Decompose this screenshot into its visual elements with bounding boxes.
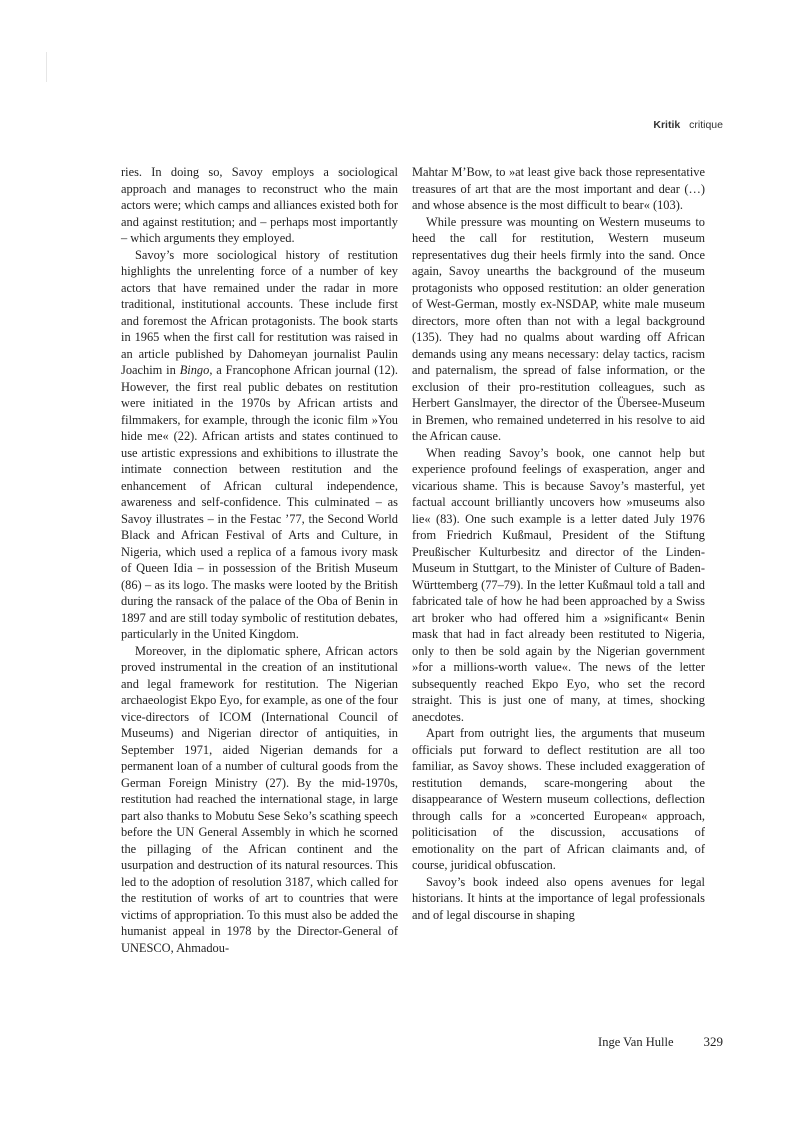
journal-title: Bingo — [179, 363, 210, 377]
subsection-label: critique — [689, 119, 723, 131]
running-header — [653, 119, 723, 131]
paragraph: Apart from outright lies, the arguments that museum officials put forward to deflect restitution are all too familiar, as Savoy shows. These included exaggeration of restitution demands, scare-mongering about the disappearance of Western museum collections, deflection through calls for a »concerted European« approach, politicisation of the discussion, accusations of emotionality on the part of African claimants and, of course, juridical obfuscation. — [412, 726, 705, 872]
left-column — [121, 164, 398, 956]
paragraph: Moreover, in the diplomatic sphere, African actors proved instrumental in the creation of an institutional and legal framework for restitution. The Nigerian archaeologist Ekpo Eyo, for example, as one of the four vice-directors of ICOM (International Council of Museums) and Nigerian director of antiquities, in September 1971, aided Nigerian demands for a permanent loan of a number of cultural goods from the German Foreign Ministry (27). By the mid-1970s, restitution had reached the international stage, in large part also thanks to Mobutu Sese Seko’s scathing speech before the UN General Assembly in which he scorned the pillaging of the African continent and the usurpation and destruction of its natural resources. This led to the adoption of resolution 3187, which called for the restitution of works of art to countries that were victims of appropriation. To this must also be added the humanist appeal in 1978 by the Director-General of UNESCO, Ahmadou- — [121, 643, 398, 955]
page-number: 329 — [703, 1034, 723, 1049]
paragraph: While pressure was mounting on Western museums to heed the call for restitution, Western museum representatives dug their heels firmly into the sand. Once again, Savoy unearths the background of the museum protagonists who opposed restitution: an older generation of West-German, mostly ex-NSDAP, white male museum directors, more often than not with a legal background (135). They had no qualms about warding off African demands using any means necessary: delay tactics, racism and paternalism, the spread of false information, or the exclusion of their pro-restitution colleagues, such as Herbert Ganslmayer, the director of the Übersee-Museum in Bremen, who remained undeterred in his resolve to aid the African cause. — [412, 214, 705, 443]
paragraph: Mahtar M’Bow, to »at least give back those representative treasures of art that are the most important and dear (…) and whose absence is the most difficult to bear« (103). — [412, 165, 705, 212]
footer-author: Inge Van Hulle — [598, 1035, 674, 1049]
paragraph: Savoy’s book indeed also opens avenues for legal historians. It hints at the importance of legal professionals and of legal discourse in shaping — [412, 874, 705, 922]
paragraph: ries. In doing so, Savoy employs a sociological approach and manages to reconstruct who the main actors were; which camps and alliances existed both for and against restitution; and – perhaps most importantly – which arguments they employed. — [121, 165, 398, 245]
section-label: Kritik — [653, 119, 681, 131]
paragraph: Savoy’s more sociological history of restitution highlights the unrelenting force of a number of key actors that have remained under the radar in more traditional, institutional accounts. These include first and foremost the African protagonists. The book starts in 1965 when the first call for restitution was raised in an article published by Dahomeyan journalist Paulin Joachim in Bingo, a Francophone African journal (12). However, the first real public debates on restitution were initiated in the 1970s by African artists and filmmakers, for example, through the iconic film »You hide me« (22). African artists and states continued to use artistic expressions and exhibitions to illustrate the intimate connection between restitution and the enhancement of African cultural independence, awareness and self-confidence. This culminated – as Savoy illustrates – in the Festac ’77, the Second World Black and African Festival of Arts and Culture, in Nigeria, which used a replica of a famous ivory mask of Queen Idia – in possession of the British Museum (86) – as its logo. The masks were looted by the British during the ransack of the palace of the Oba of Benin in 1897 and are still today symbolic of restitution debates, particularly in the United Kingdom. — [121, 247, 398, 641]
right-column — [412, 164, 705, 923]
margin-rule — [46, 52, 47, 82]
paragraph: When reading Savoy’s book, one cannot help but experience profound feelings of exasperation, anger and vicarious shame. This is because Savoy’s masterful, yet factual account brilliantly uncovers how »museums also lie« (83). One such example is a letter dated July 1976 from Friedrich Kußmaul, President of the Stiftung Preußischer Kulturbesitz and director of the Linden-Museum in Stuttgart, to the Minister of Culture of Baden-Württemberg (77–79). In the letter Kußmaul told a tall and fabricated tale of how he had been approached by a Swiss art broker who had offered him a »significant« Benin mask that had in fact already been restituted to Nigeria, only to then be sold again by the Nigerian government »for a millions-worth value«. The news of the letter subsequently reached Ekpo Eyo, who set the record straight. This is just one of many, at times, shocking anecdotes. — [412, 445, 705, 724]
page-footer — [598, 1034, 723, 1050]
